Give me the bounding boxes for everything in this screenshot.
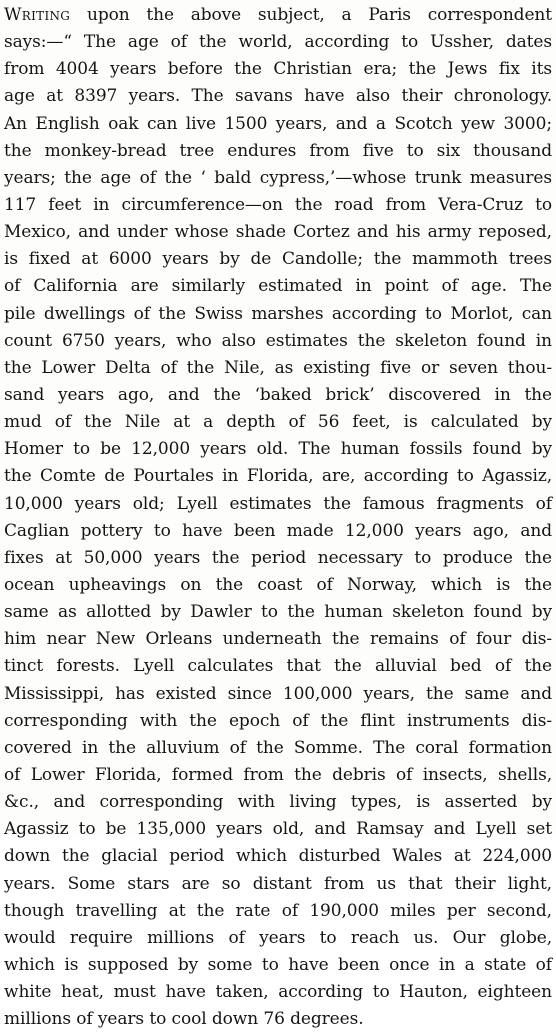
article-line: tinct forests. Lyell calculates that the alluvial bed of the	[4, 656, 552, 677]
article-line: white heat, must have taken, according to Hauton, eighteen	[4, 982, 552, 1003]
article-line: ocean upheavings on the coast of Norway, which is the	[4, 574, 552, 595]
article-line-text: upon the above subject, a Paris correspondent	[70, 5, 552, 25]
article-line	[4, 2, 552, 29]
article-line: years. Some stars are so distant from us that their light,	[4, 873, 552, 894]
article-line: 117 feet in circumference—on the road from Vera-Cruz to	[4, 194, 552, 215]
article-line: years; the age of the ‘ bald cypress,’—whose trunk measures	[4, 167, 552, 188]
article-line: covered in the alluvium of the Somme. The coral formation	[4, 737, 552, 758]
article-line: Caglian pottery to have been made 12,000 years ago, and	[4, 520, 552, 541]
article-line: says:—“ The age of the world, according to Ussher, dates	[4, 32, 552, 53]
article-line: fixes at 50,000 years the period necessary to produce the	[4, 547, 552, 568]
article-line: him near New Orleans underneath the remains of four dis-	[4, 629, 552, 650]
article-line: mud of the Nile at a depth of 56 feet, is calculated by	[4, 412, 552, 433]
article-line: millions of years to cool down 76 degrees.	[4, 1009, 364, 1030]
article-line: An English oak can live 1500 years, and a Scotch yew 3000;	[4, 113, 552, 134]
article-line: pile dwellings of the Swiss marshes according to Morlot, can	[4, 303, 552, 324]
article-column	[4, 2, 552, 1033]
article-line: Mississippi, has existed since 100,000 years, the same and	[4, 683, 552, 704]
article-line: Mexico, and under whose shade Cortez and his army reposed,	[4, 222, 552, 243]
article-line: the Lower Delta of the Nile, as existing five or seven thou-	[4, 357, 552, 378]
article-line: down the glacial period which disturbed Wales at 224,000	[4, 846, 552, 867]
article-line: &c., and corresponding with living types, is asserted by	[4, 792, 552, 813]
article-line: from 4004 years before the Christian era; the Jews fix its	[4, 59, 552, 80]
article-line: of California are similarly estimated in point of age. The	[4, 276, 552, 297]
article-line: is fixed at 6000 years by de Candolle; the mammoth trees	[4, 249, 552, 270]
article-line: Agassiz to be 135,000 years old, and Ramsay and Lyell set	[4, 819, 552, 840]
article-line: the monkey-bread tree endures from five to six thousand	[4, 140, 552, 161]
article-line: of Lower Florida, formed from the debris of insects, shells,	[4, 764, 552, 785]
article-line: age at 8397 years. The savans have also their chronology.	[4, 86, 552, 107]
article-line: would require millions of years to reach us. Our globe,	[4, 927, 552, 948]
lead-word: Writing	[4, 5, 71, 25]
article-line: same as allotted by Dawler to the human skeleton found by	[4, 602, 552, 623]
article-line: sand years ago, and the ‘baked brick’ discovered in the	[4, 384, 552, 405]
article-line: which is supposed by some to have been once in a state of	[4, 954, 552, 975]
article-line: corresponding with the epoch of the flint instruments dis-	[4, 710, 552, 731]
article-line: count 6750 years, who also estimates the skeleton found in	[4, 330, 552, 351]
article-line: 10,000 years old; Lyell estimates the famous fragments of	[4, 493, 552, 514]
article-line: Homer to be 12,000 years old. The human fossils found by	[4, 439, 552, 460]
article-line: the Comte de Pourtales in Florida, are, according to Agassiz,	[4, 466, 552, 487]
article-line: though travelling at the rate of 190,000 miles per second,	[4, 900, 552, 921]
